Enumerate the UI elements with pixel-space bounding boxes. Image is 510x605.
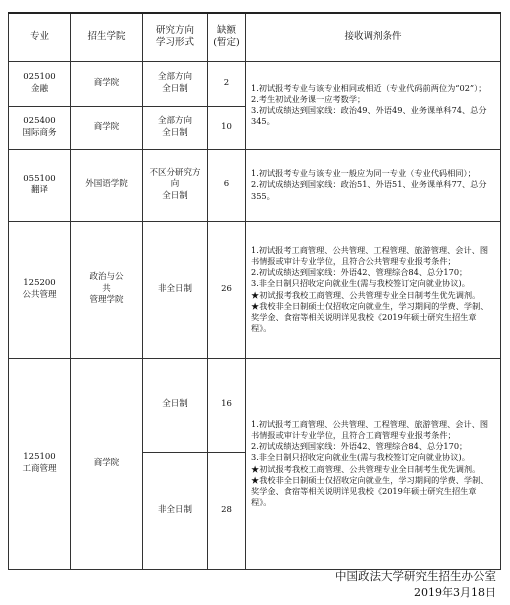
college-cell bbox=[71, 221, 143, 358]
college-line2: 共 bbox=[102, 283, 111, 294]
conditions-cell bbox=[246, 358, 501, 569]
direction-cell bbox=[143, 149, 208, 221]
header-conditions: 接收调剂条件 bbox=[246, 13, 501, 61]
college-line1: 政治与公 bbox=[89, 272, 124, 283]
condition-line: ★初试报考我校工商管理、公共管理专业全日制考生优先调剂。 bbox=[251, 289, 481, 300]
college-cell: 外国语学院 bbox=[71, 149, 143, 221]
header-direction-line1: 研究方向 bbox=[155, 24, 194, 36]
quota-cell: 26 bbox=[208, 221, 246, 358]
major-name: 翻译 bbox=[30, 185, 48, 195]
direction-cell: 非全日制 bbox=[143, 221, 208, 358]
condition-line: 1.初试报考工商管理、公共管理、工程管理、旅游管理、会计、图书情报或审计专业学位，且符合公共管理专业报考条件； bbox=[251, 244, 489, 266]
conditions-cell bbox=[246, 61, 501, 149]
direction-line1: 不区分研究方 bbox=[149, 167, 201, 178]
direction-line2: 全日制 bbox=[162, 83, 188, 94]
quota-cell: 16 bbox=[208, 358, 246, 452]
quota-cell: 10 bbox=[208, 106, 246, 149]
header-quota bbox=[208, 13, 246, 61]
condition-line: 2.初试成绩达到国家线：外语42、管理综合84、总分170； bbox=[251, 441, 468, 452]
condition-line: 3.非全日制只招收定向就业生(需与我校签订定向就业协议)。 bbox=[251, 452, 470, 463]
header-direction bbox=[143, 13, 208, 61]
major-cell bbox=[9, 149, 71, 221]
header-quota-line1: 缺额 bbox=[216, 24, 236, 36]
major-code: 025400 bbox=[23, 116, 56, 126]
condition-line: 1.初试报考专业与该专业一般应为同一专业（专业代码相同）； bbox=[251, 168, 476, 179]
condition-line: 2.初试成绩达到国家线：政治51、外语51、业务课单科77、总分355。 bbox=[251, 179, 487, 201]
header-direction-line2: 学习形式 bbox=[155, 37, 194, 49]
college-cell: 商学院 bbox=[71, 106, 143, 149]
direction-line2: 向 bbox=[170, 179, 180, 190]
major-name: 金融 bbox=[30, 83, 48, 94]
table-row bbox=[9, 61, 501, 106]
direction-cell bbox=[143, 106, 208, 149]
footer-date: 2019年3月18日 bbox=[414, 586, 496, 599]
quota-cell: 2 bbox=[208, 61, 246, 106]
major-cell bbox=[9, 358, 71, 569]
table-header-row bbox=[9, 13, 501, 61]
condition-line: 3.初试成绩达到国家线：政治49、外语49、业务课单科74、总分345。 bbox=[251, 105, 487, 127]
table-row bbox=[9, 221, 501, 358]
condition-line: ★初试报考我校工商管理、公共管理专业全日制考生优先调剂。 bbox=[251, 463, 481, 474]
condition-line: 1.初试报考工商管理、公共管理、工程管理、旅游管理、会计、图书情报或审计专业学位，且符合工商管理专业报考条件； bbox=[251, 418, 489, 440]
header-major: 专业 bbox=[9, 13, 71, 61]
direction-cell: 全日制 bbox=[143, 358, 208, 452]
condition-line: 1.初试报考专业与该专业相同或相近（专业代码前两位为“02”）； bbox=[251, 82, 487, 93]
major-cell bbox=[9, 221, 71, 358]
quota-cell: 6 bbox=[208, 149, 246, 221]
major-name: 工商管理 bbox=[22, 463, 57, 474]
major-cell bbox=[9, 106, 71, 149]
header-college: 招生学院 bbox=[71, 13, 143, 61]
direction-line1: 全部方向 bbox=[157, 72, 192, 82]
college-cell: 商学院 bbox=[71, 61, 143, 106]
condition-line: ★我校非全日制硕士仅招收定向就业生，学习期间的学费、学制、奖学金、食宿等相关说明详见我校《2019年硕士研究生招生章程》。 bbox=[251, 300, 489, 334]
direction-line3: 全日制 bbox=[162, 190, 188, 201]
direction-line1: 全部方向 bbox=[157, 116, 192, 126]
footer-org: 中国政法大学研究生招生办公室 bbox=[335, 569, 496, 583]
condition-line: 2.考生初试业务课一应考数学； bbox=[251, 93, 366, 104]
direction-cell: 非全日制 bbox=[143, 452, 208, 569]
major-code: 055100 bbox=[23, 173, 56, 184]
conditions-cell bbox=[246, 149, 501, 221]
table-row bbox=[9, 358, 501, 452]
college-cell: 商学院 bbox=[71, 358, 143, 569]
condition-line: 2.初试成绩达到国家线：外语42、管理综合84、总分170； bbox=[251, 267, 468, 278]
conditions-cell bbox=[246, 221, 501, 358]
major-code: 025100 bbox=[23, 72, 56, 82]
quota-cell: 28 bbox=[208, 452, 246, 569]
direction-line2: 全日制 bbox=[162, 127, 188, 138]
college-line3: 管理学院 bbox=[89, 295, 124, 306]
table-row bbox=[9, 149, 501, 221]
major-name: 国际商务 bbox=[22, 127, 57, 138]
condition-line: 3.非全日制只招收定向就业生(需与我校签订定向就业协议)。 bbox=[251, 278, 470, 289]
adjustment-table bbox=[8, 12, 501, 570]
condition-line: ★我校非全日制硕士仅招收定向就业生，学习期间的学费、学制、奖学金、食宿等相关说明详见我校《2019年硕士研究生招生章程》。 bbox=[251, 474, 489, 508]
major-code: 125100 bbox=[23, 452, 56, 462]
header-quota-line2: (暂定) bbox=[213, 37, 240, 49]
direction-cell bbox=[143, 61, 208, 106]
major-cell bbox=[9, 61, 71, 106]
major-code: 125200 bbox=[23, 278, 56, 288]
major-name: 公共管理 bbox=[22, 289, 57, 300]
